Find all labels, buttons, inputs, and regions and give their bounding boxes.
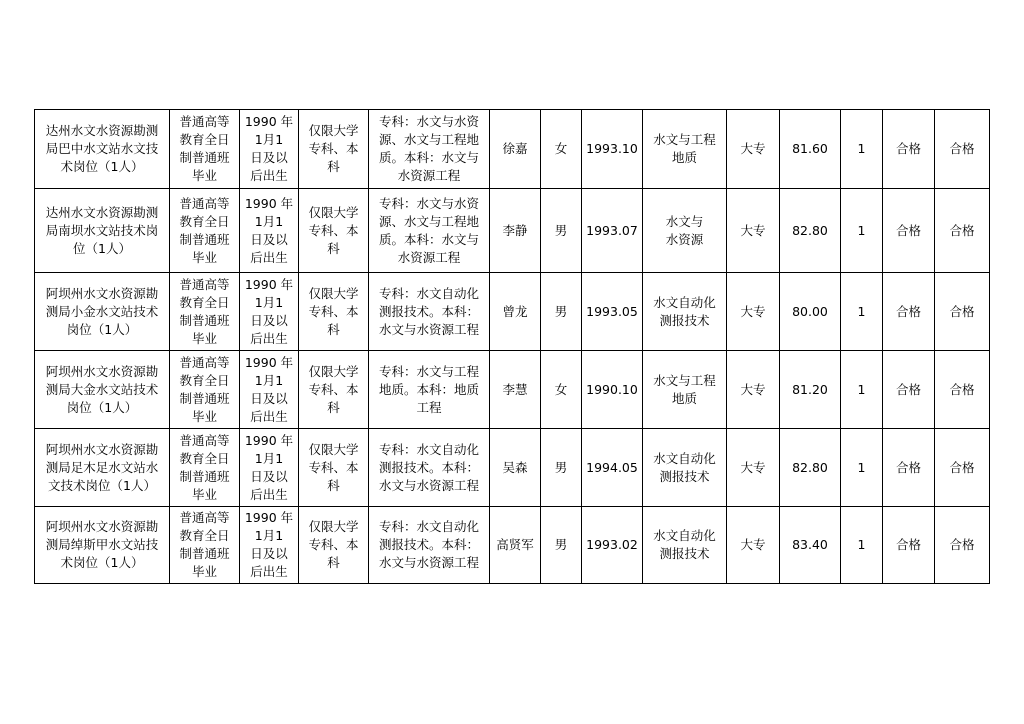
table-row [35,507,990,584]
gender-cell: 男 [541,429,582,507]
major-req-cell: 专科：水文自动化 测报技术。本科： 水文与水资源工程 [369,507,490,584]
major-cell: 水文与工程 地质 [643,110,727,189]
education-req-cell: 普通高等 教育全日 制普通班 毕业 [170,507,240,584]
edu-level-cell: 大专 [727,273,780,351]
birth-cell: 1993.05 [582,273,643,351]
rank-cell: 1 [841,110,883,189]
table-row [35,189,990,273]
exam-cell: 合格 [883,429,935,507]
table-row [35,110,990,189]
major-cell: 水文与工程 地质 [643,351,727,429]
position-cell: 阿坝州水文水资源勘 测局大金水文站技术 岗位（1人） [35,351,170,429]
position-cell: 阿坝州水文水资源勘 测局绰斯甲水文站技 术岗位（1人） [35,507,170,584]
major-cell: 水文与 水资源 [643,189,727,273]
major-cell: 水文自动化 测报技术 [643,429,727,507]
name-cell: 吴森 [490,429,541,507]
gender-cell: 男 [541,189,582,273]
birth-cell: 1994.05 [582,429,643,507]
birth-cell: 1990.10 [582,351,643,429]
result-cell: 合格 [935,273,990,351]
name-cell: 李慧 [490,351,541,429]
degree-req-cell: 仅限大学 专科、本 科 [299,110,369,189]
rank-cell: 1 [841,273,883,351]
table-row [35,429,990,507]
rank-cell: 1 [841,429,883,507]
age-req-cell: 1990 年 1月1 日及以 后出生 [240,110,299,189]
gender-cell: 女 [541,110,582,189]
position-cell: 达州水文水资源勘测 局巴中水文站水文技 术岗位（1人） [35,110,170,189]
major-req-cell: 专科：水文与工程 地质。本科：地质 工程 [369,351,490,429]
exam-cell: 合格 [883,507,935,584]
result-cell: 合格 [935,507,990,584]
education-req-cell: 普通高等 教育全日 制普通班 毕业 [170,189,240,273]
name-cell: 高贤军 [490,507,541,584]
score-cell: 83.40 [780,507,841,584]
birth-cell: 1993.10 [582,110,643,189]
edu-level-cell: 大专 [727,507,780,584]
degree-req-cell: 仅限大学 专科、本 科 [299,507,369,584]
major-cell: 水文自动化 测报技术 [643,273,727,351]
age-req-cell: 1990 年 1月1 日及以 后出生 [240,429,299,507]
age-req-cell: 1990 年 1月1 日及以 后出生 [240,507,299,584]
recruitment-table [34,109,990,584]
exam-cell: 合格 [883,110,935,189]
result-cell: 合格 [935,189,990,273]
score-cell: 82.80 [780,429,841,507]
edu-level-cell: 大专 [727,110,780,189]
education-req-cell: 普通高等 教育全日 制普通班 毕业 [170,273,240,351]
score-cell: 81.60 [780,110,841,189]
major-req-cell: 专科：水文自动化 测报技术。本科： 水文与水资源工程 [369,429,490,507]
age-req-cell: 1990 年 1月1 日及以 后出生 [240,351,299,429]
name-cell: 曾龙 [490,273,541,351]
age-req-cell: 1990 年 1月1 日及以 后出生 [240,273,299,351]
major-req-cell: 专科：水文与水资 源、水文与工程地 质。本科：水文与 水资源工程 [369,189,490,273]
age-req-cell: 1990 年 1月1 日及以 后出生 [240,189,299,273]
exam-cell: 合格 [883,351,935,429]
table-row [35,351,990,429]
birth-cell: 1993.02 [582,507,643,584]
rank-cell: 1 [841,351,883,429]
education-req-cell: 普通高等 教育全日 制普通班 毕业 [170,351,240,429]
major-req-cell: 专科：水文与水资 源、水文与工程地 质。本科：水文与 水资源工程 [369,110,490,189]
education-req-cell: 普通高等 教育全日 制普通班 毕业 [170,429,240,507]
table-row [35,273,990,351]
major-req-cell: 专科：水文自动化 测报技术。本科： 水文与水资源工程 [369,273,490,351]
score-cell: 80.00 [780,273,841,351]
education-req-cell: 普通高等 教育全日 制普通班 毕业 [170,110,240,189]
edu-level-cell: 大专 [727,429,780,507]
degree-req-cell: 仅限大学 专科、本 科 [299,351,369,429]
degree-req-cell: 仅限大学 专科、本 科 [299,189,369,273]
exam-cell: 合格 [883,189,935,273]
edu-level-cell: 大专 [727,189,780,273]
table-body [35,110,990,584]
position-cell: 阿坝州水文水资源勘 测局足木足水文站水 文技术岗位（1人） [35,429,170,507]
exam-cell: 合格 [883,273,935,351]
rank-cell: 1 [841,189,883,273]
result-cell: 合格 [935,351,990,429]
degree-req-cell: 仅限大学 专科、本 科 [299,273,369,351]
position-cell: 阿坝州水文水资源勘 测局小金水文站技术 岗位（1人） [35,273,170,351]
gender-cell: 男 [541,507,582,584]
name-cell: 徐嘉 [490,110,541,189]
degree-req-cell: 仅限大学 专科、本 科 [299,429,369,507]
result-cell: 合格 [935,429,990,507]
score-cell: 82.80 [780,189,841,273]
name-cell: 李静 [490,189,541,273]
score-cell: 81.20 [780,351,841,429]
rank-cell: 1 [841,507,883,584]
birth-cell: 1993.07 [582,189,643,273]
result-cell: 合格 [935,110,990,189]
major-cell: 水文自动化 测报技术 [643,507,727,584]
edu-level-cell: 大专 [727,351,780,429]
gender-cell: 男 [541,273,582,351]
position-cell: 达州水文水资源勘测 局南坝水文站技术岗 位（1人） [35,189,170,273]
gender-cell: 女 [541,351,582,429]
